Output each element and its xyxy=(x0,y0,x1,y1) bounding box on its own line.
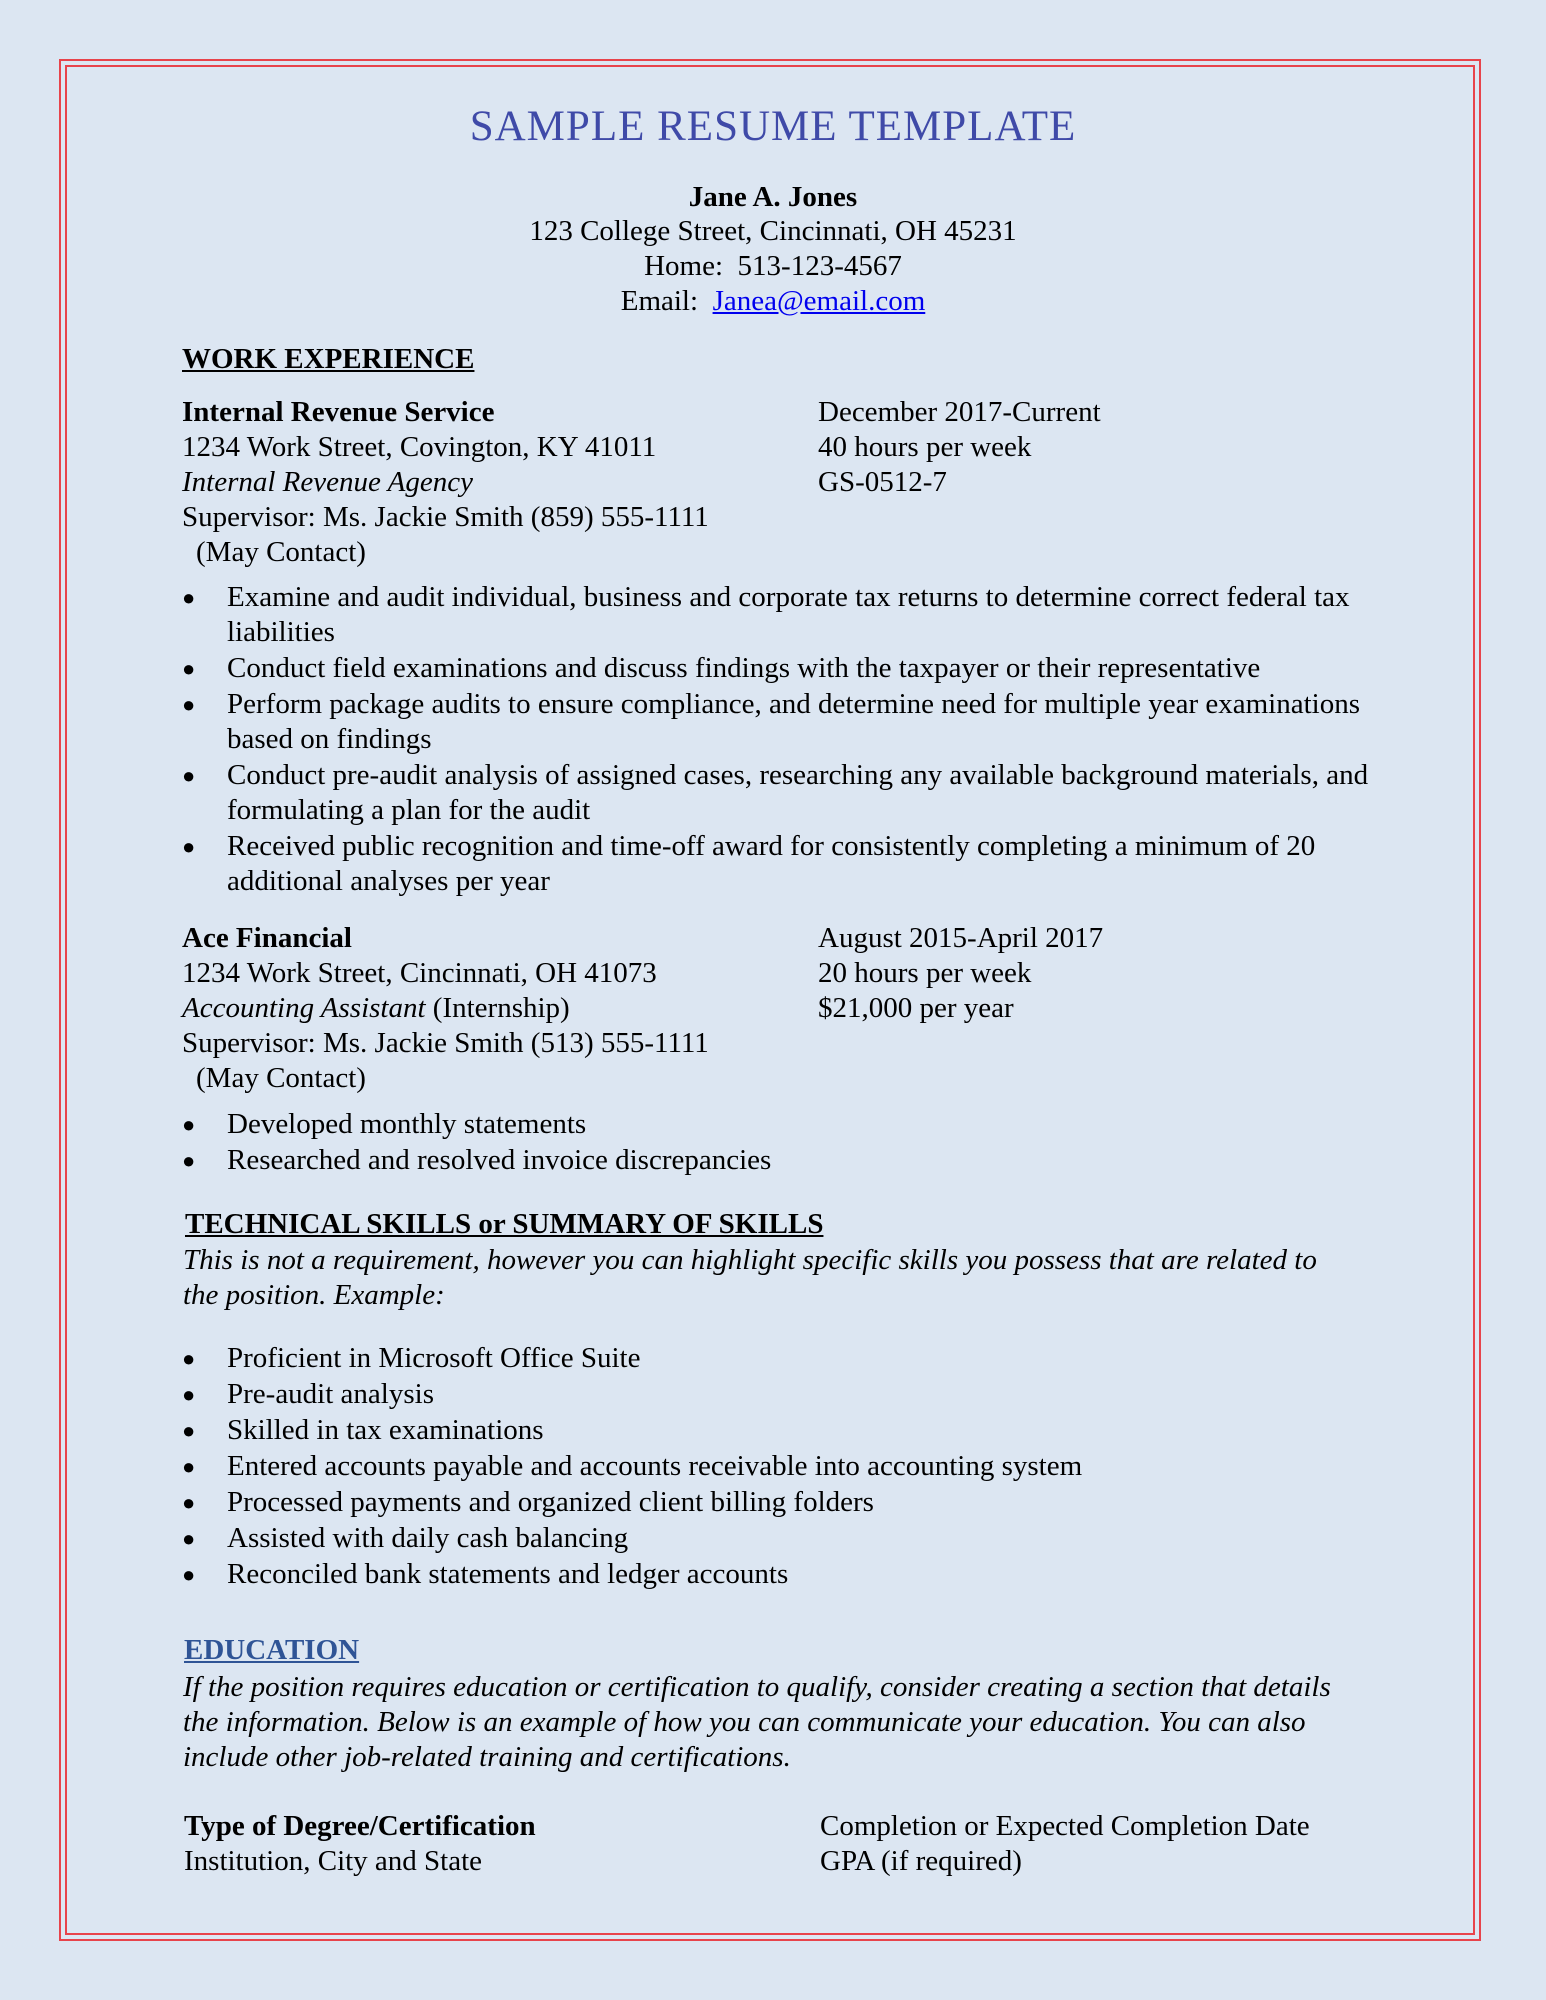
job2-dates: August 2015-April 2017 xyxy=(818,922,1104,954)
bullet-icon: ● xyxy=(182,1346,196,1371)
education-degree: Type of Degree/Certification xyxy=(184,1810,536,1842)
list-item xyxy=(182,1449,1382,1484)
skills-heading: TECHNICAL SKILLS or SUMMARY OF SKILLS xyxy=(185,1208,824,1240)
bullet-icon: ● xyxy=(182,585,196,610)
job1-address: 1234 Work Street, Covington, KY 41011 xyxy=(182,431,657,463)
bullet-icon: ● xyxy=(182,1148,196,1173)
list-item xyxy=(182,1143,1382,1178)
list-item-text: Received public recognition and time-off award for consistently completing a minimum of 20 additional analyses per year xyxy=(227,830,1316,897)
job2-title: Accounting Assistant xyxy=(182,992,426,1024)
skills-list xyxy=(182,1341,1382,1593)
list-item xyxy=(182,687,1382,757)
job2-duties-list xyxy=(182,1107,1382,1179)
job1-hours: 40 hours per week xyxy=(818,431,1032,463)
bullet-icon: ● xyxy=(182,1562,196,1587)
job1-employer: Internal Revenue Service xyxy=(182,396,495,428)
list-item xyxy=(182,758,1382,828)
list-item-text: Pre-audit analysis xyxy=(227,1378,434,1410)
job1-dates: December 2017-Current xyxy=(818,396,1101,428)
education-institution: Institution, City and State xyxy=(184,1845,483,1877)
list-item xyxy=(182,1107,1382,1142)
list-item-text: Researched and resolved invoice discrepancies xyxy=(227,1144,772,1176)
job2-contact-note: (May Contact) xyxy=(196,1062,366,1094)
list-item xyxy=(182,1557,1382,1592)
job1-supervisor: Supervisor: Ms. Jackie Smith (859) 555-1111 xyxy=(182,501,709,533)
bullet-icon: ● xyxy=(182,692,196,717)
email-link[interactable]: Janea@email.com xyxy=(712,285,926,317)
bullet-icon: ● xyxy=(182,834,196,859)
list-item-text: Perform package audits to ensure compliance, and determine need for multiple year examinations based on findings xyxy=(227,688,1360,755)
list-item-text: Entered accounts payable and accounts receivable into accounting system xyxy=(227,1450,1083,1482)
applicant-name: Jane A. Jones xyxy=(688,181,858,213)
list-item-text: Proficient in Microsoft Office Suite xyxy=(227,1342,641,1374)
education-gpa: GPA (if required) xyxy=(820,1845,1022,1877)
applicant-address: 123 College Street, Cincinnati, OH 45231 xyxy=(529,215,1017,247)
list-item-text: Reconciled bank statements and ledger accounts xyxy=(227,1558,789,1590)
home-label: Home: xyxy=(644,250,738,282)
education-heading: EDUCATION xyxy=(184,1634,360,1666)
bullet-icon: ● xyxy=(182,1454,196,1479)
list-item-text: Conduct pre-audit analysis of assigned cases, researching any available background materials, and formulating a plan for the audit xyxy=(227,759,1369,826)
bullet-icon: ● xyxy=(182,763,196,788)
applicant-email xyxy=(0,285,1546,318)
job1-grade: GS-0512-7 xyxy=(818,466,947,498)
bullet-icon: ● xyxy=(182,1418,196,1443)
list-item xyxy=(182,1485,1382,1520)
job2-employer: Ace Financial xyxy=(182,922,352,954)
education-completion: Completion or Expected Completion Date xyxy=(820,1810,1310,1842)
list-item xyxy=(182,1413,1382,1448)
list-item xyxy=(182,1521,1382,1556)
list-item xyxy=(182,651,1382,686)
job2-hours: 20 hours per week xyxy=(818,957,1032,989)
bullet-icon: ● xyxy=(182,1526,196,1551)
job2-title-note: (Internship) xyxy=(425,992,570,1024)
skills-intro: This is not a requirement, however you can highlight specific skills you possess that are related to the position. Example: xyxy=(183,1244,1317,1311)
bullet-icon: ● xyxy=(182,1490,196,1515)
list-item-text: Skilled in tax examinations xyxy=(227,1414,544,1446)
applicant-phone xyxy=(0,250,1546,283)
list-item-text: Examine and audit individual, business and corporate tax returns to determine correct federal tax liabilities xyxy=(227,581,1350,648)
job1-duties-list xyxy=(182,580,1382,900)
list-item-text: Processed payments and organized client billing folders xyxy=(227,1486,874,1518)
job1-contact-note: (May Contact) xyxy=(196,536,366,568)
home-phone: 513-123-4567 xyxy=(737,250,902,282)
list-item xyxy=(182,829,1382,899)
bullet-icon: ● xyxy=(182,1112,196,1137)
bullet-icon: ● xyxy=(182,656,196,681)
list-item xyxy=(182,580,1382,650)
list-item xyxy=(182,1377,1382,1412)
email-label: Email: xyxy=(620,285,713,317)
job2-address: 1234 Work Street, Cincinnati, OH 41073 xyxy=(182,957,657,989)
education-intro: If the position requires education or certification to qualify, consider creating a section that details the information. Below is an example of how you can communicate your education. You can also include other job-related training and certifications. xyxy=(183,1671,1331,1773)
list-item-text: Assisted with daily cash balancing xyxy=(227,1522,629,1554)
list-item xyxy=(182,1341,1382,1376)
job1-agency: Internal Revenue Agency xyxy=(182,466,473,498)
list-item-text: Conduct field examinations and discuss findings with the taxpayer or their representative xyxy=(227,652,1261,684)
job2-title-line xyxy=(182,992,570,1025)
work-experience-heading: WORK EXPERIENCE xyxy=(182,343,475,375)
bullet-icon: ● xyxy=(182,1382,196,1407)
list-item-text: Developed monthly statements xyxy=(227,1108,587,1140)
job2-supervisor: Supervisor: Ms. Jackie Smith (513) 555-1111 xyxy=(182,1027,709,1059)
job2-salary: $21,000 per year xyxy=(818,992,1014,1024)
resume-title: SAMPLE RESUME TEMPLATE xyxy=(469,103,1077,150)
